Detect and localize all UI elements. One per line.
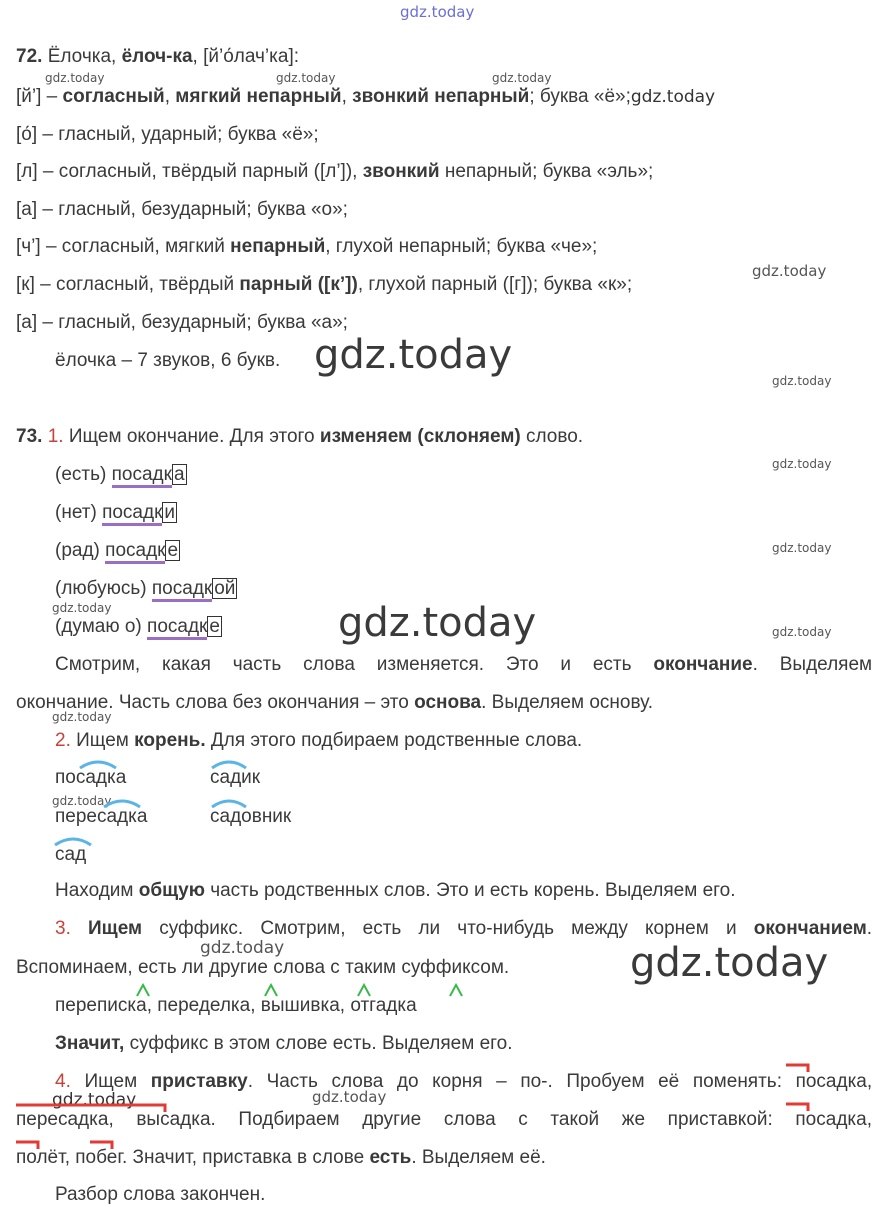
ex73-paragraph-1a: Смотрим, какая часть слова изменяется. Это и есть окончание. Выделяем: [55, 654, 873, 675]
ex73-paragraph-2: Находим общую часть родственных слов. Это и есть корень. Выделяем его.: [55, 880, 736, 901]
word-form: (нет) посадк и: [55, 502, 177, 524]
watermark: gdz.today: [312, 1088, 387, 1106]
watermark-large: gdz.today: [314, 332, 513, 378]
watermark: gdz.today: [772, 374, 832, 388]
ex73-step2-heading: 2. Ищем корень. Для этого подбираем родственные слова.: [55, 730, 583, 751]
word-form: (любуюсь) посадк ой: [55, 578, 237, 600]
watermark: gdz.today: [492, 71, 552, 85]
ex73-step1-heading: 73. 1. Ищем окончание. Для этого изменяем (склоняем) слово.: [16, 426, 584, 447]
ex73-paragraph-3b: Вспоминаем, есть ли другие слова с таким суффиксом.: [16, 957, 510, 978]
ex73-paragraph-4b: пересадка, высадка. Подбираем другие слова с такой же приставкой: посадка,: [16, 1109, 872, 1130]
watermark: gdz.today: [772, 541, 832, 555]
watermark-large: gdz.today: [630, 940, 829, 986]
ex72-sound-5: [ч’] – согласный, мягкий непарный, глухой непарный; буква «че»;: [16, 236, 598, 257]
ex72-sound-1: [й’] – согласный, мягкий непарный, звонкий непарный; буква «ё»;gdz.today: [16, 86, 716, 107]
ex72-summary: ёлочка – 7 звуков, 6 букв.: [55, 350, 281, 371]
related-word: пересадка: [55, 806, 148, 827]
ex73-number: 73.: [16, 426, 43, 447]
watermark: gdz.today: [52, 1090, 137, 1110]
ex73-paragraph-4c: полёт, побег. Значит, приставка в слове есть. Выделяем её.: [16, 1147, 546, 1168]
watermark: gdz.today: [200, 938, 285, 958]
ex73-paragraph-1b: окончание. Часть слова без окончания – это основа. Выделяем основу.: [16, 692, 653, 713]
ending-box: е: [167, 540, 179, 561]
watermark: gdz.today: [45, 71, 105, 85]
related-word: посадка: [55, 767, 127, 788]
ex72-sound-7: [а] – гласный, безударный; буква «а»;: [16, 312, 348, 333]
watermark: gdz.today: [772, 625, 832, 639]
ex72-sound-4: [а] – гласный, безударный; буква «о»;: [16, 199, 348, 220]
ending-box: е: [209, 616, 220, 637]
related-word: садовник: [210, 806, 292, 827]
watermark: gdz.today: [52, 710, 112, 724]
ex72-sound-6: [к] – согласный, твёрдый парный ([к’]), глухой парный ([г]); буква «к»;: [16, 274, 633, 295]
ex73-paragraph-3a: 3. Ищем суффикс. Смотрим, есть ли что-нибудь между корнем и окончанием.: [55, 918, 873, 939]
word-form: (есть) посадк а: [55, 464, 187, 486]
suffix-caret: [450, 985, 462, 996]
ending-box: и: [164, 502, 176, 523]
watermark: gdz.today: [52, 794, 112, 808]
ending-box: а: [173, 464, 185, 485]
ex72-sound-2: [о́] – гласный, ударный; буква «ё»;: [16, 124, 319, 145]
word-form: (рад) посадк е: [55, 540, 180, 562]
watermark: gdz.today: [630, 87, 716, 107]
related-word: сад: [55, 844, 87, 865]
watermark: gdz.today: [752, 262, 827, 280]
related-word: садик: [210, 767, 261, 788]
watermark: gdz.today: [772, 457, 832, 471]
ex72-heading: 72. Ёлочка, ёлоч-ка, [й’о́лач’ка]:: [16, 46, 299, 67]
ex73-paragraph-3d: Значит, суффикс в этом слове есть. Выделяем его.: [55, 1033, 513, 1054]
ex72-number: 72.: [16, 46, 43, 67]
ending-box: ой: [214, 578, 236, 599]
ex73-conclusion: Разбор слова закончен.: [55, 1184, 266, 1205]
ex72-sound-3: [л] – согласный, твёрдый парный ([л’]), звонкий непарный; буква «эль»;: [16, 161, 654, 182]
suffix-examples: переписка, переделка, вышивка, отгадка: [55, 995, 417, 1016]
watermark: gdz.today: [52, 601, 112, 615]
ex73-paragraph-4a: 4. Ищем приставку. Часть слова до корня – по-. Пробуем её поменять: посадка,: [55, 1071, 873, 1092]
watermark-large: gdz.today: [338, 600, 537, 646]
watermark-top: gdz.today: [400, 3, 475, 21]
word-form: (думаю о) посадк е: [55, 616, 222, 638]
watermark: gdz.today: [276, 71, 336, 85]
